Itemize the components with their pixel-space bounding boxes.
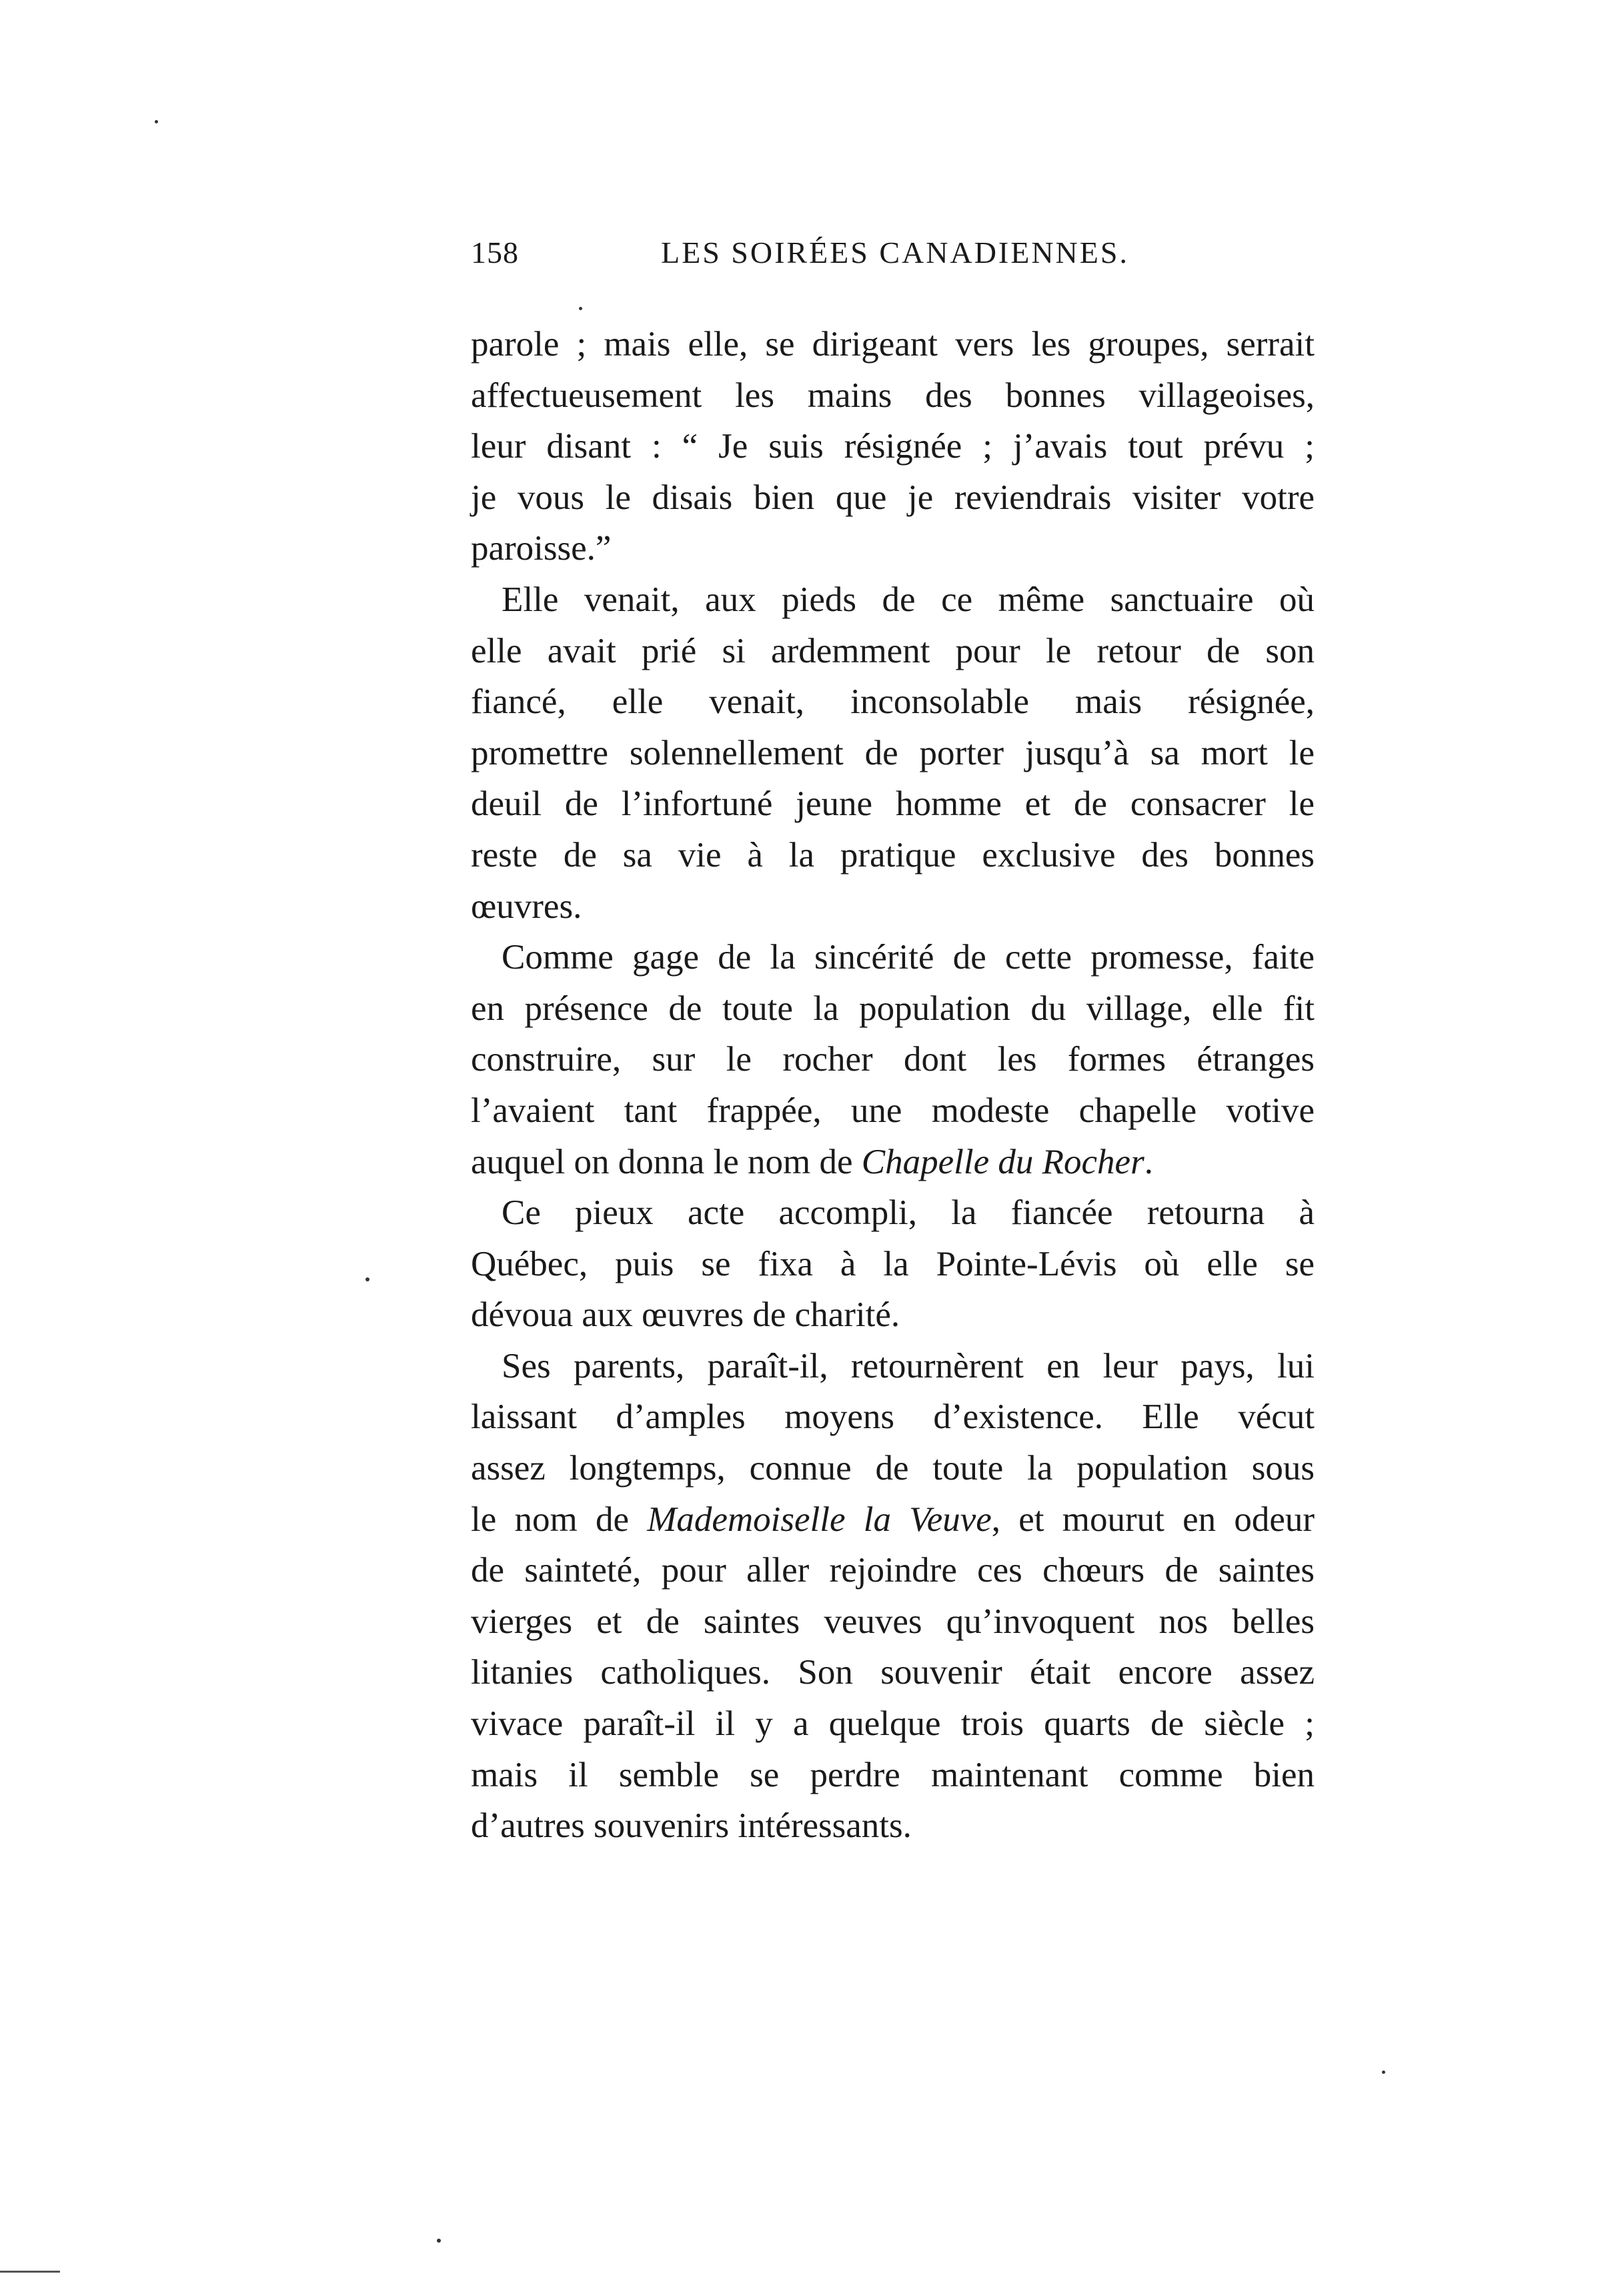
scan-speck: [437, 2239, 441, 2243]
running-title: LES SOIRÉES CANADIENNES.: [661, 235, 1129, 269]
text-line: [471, 1494, 1315, 1546]
text-run: , et mourut en odeur: [991, 1500, 1315, 1539]
text-line: Ses parents, paraît-il, retournèrent en leur pays, lui: [502, 1346, 1315, 1385]
text-line: mais il semble se perdre maintenant comme bien: [471, 1755, 1315, 1794]
text-line: affectueusement les mains des bonnes villageoises,: [471, 376, 1315, 415]
scan-speck: [579, 307, 582, 310]
scan-speck: [155, 120, 158, 123]
text-line: vivace paraît-il il y a quelque trois quarts de siècle ;: [471, 1704, 1315, 1744]
text-line: je vous le disais bien que je reviendrais visiter votre: [471, 478, 1315, 517]
text-line: Ce pieux acte accompli, la fiancée retourna à: [502, 1193, 1315, 1233]
text-line: paroisse.”: [471, 529, 612, 568]
text-line: assez longtemps, connue de toute la population sous: [471, 1449, 1315, 1488]
text-line: œuvres.: [471, 887, 582, 926]
text-line: leur disant : “ Je suis résignée ; j’avais tout prévu ;: [471, 427, 1315, 466]
text-line: dévoua aux œuvres de charité.: [471, 1295, 900, 1335]
italic-title: Chapelle du Rocher: [861, 1142, 1144, 1181]
text-line: d’autres souvenirs intéressants.: [471, 1806, 912, 1846]
text-line: l’avaient tant frappée, une modeste chapelle votive: [471, 1091, 1315, 1130]
text-line: elle avait prié si ardemment pour le retour de son: [471, 631, 1315, 670]
text-line: fiancé, elle venait, inconsolable mais résignée,: [471, 682, 1315, 722]
text-line: laissant d’amples moyens d’existence. Elle vécut: [471, 1397, 1315, 1437]
text-line: Comme gage de la sincérité de cette promesse, faite: [502, 938, 1315, 977]
running-head: [471, 235, 1194, 281]
text-line: construire, sur le rocher dont les formes étranges: [471, 1040, 1315, 1079]
text-line: parole ; mais elle, se dirigeant vers les groupes, serrait: [471, 325, 1315, 364]
text-line: promettre solennellement de porter jusqu’à sa mort le: [471, 733, 1315, 772]
text-line: [471, 1137, 1315, 1188]
scan-speck: [1382, 2071, 1385, 2074]
scan-edge-mark: [0, 2271, 60, 2273]
text-line: reste de sa vie à la pratique exclusive des bonnes: [471, 835, 1315, 875]
page-number: 158: [471, 235, 519, 269]
text-line: vierges et de saintes veuves qu’invoquent nos belles: [471, 1602, 1315, 1641]
text-line: Elle venait, aux pieds de ce même sanctuaire où: [502, 580, 1315, 619]
text-line: en présence de toute la population du village, elle fit: [471, 989, 1315, 1028]
text-line: de sainteté, pour aller rejoindre ces chœurs de saintes: [471, 1551, 1315, 1590]
text-line: litanies catholiques. Son souvenir était encore assez: [471, 1653, 1315, 1692]
text-run: .: [1144, 1142, 1153, 1181]
text-line: deuil de l’infortuné jeune homme et de consacrer le: [471, 784, 1315, 824]
text-run: le nom de: [471, 1500, 648, 1539]
text-line: Québec, puis se fixa à la Pointe-Lévis où elle se: [471, 1244, 1315, 1283]
scan-speck: [365, 1277, 369, 1281]
text-run: auquel on donna le nom de: [471, 1142, 862, 1181]
body-text: [471, 319, 1315, 1852]
italic-title: Mademoiselle la Veuve: [647, 1500, 992, 1539]
